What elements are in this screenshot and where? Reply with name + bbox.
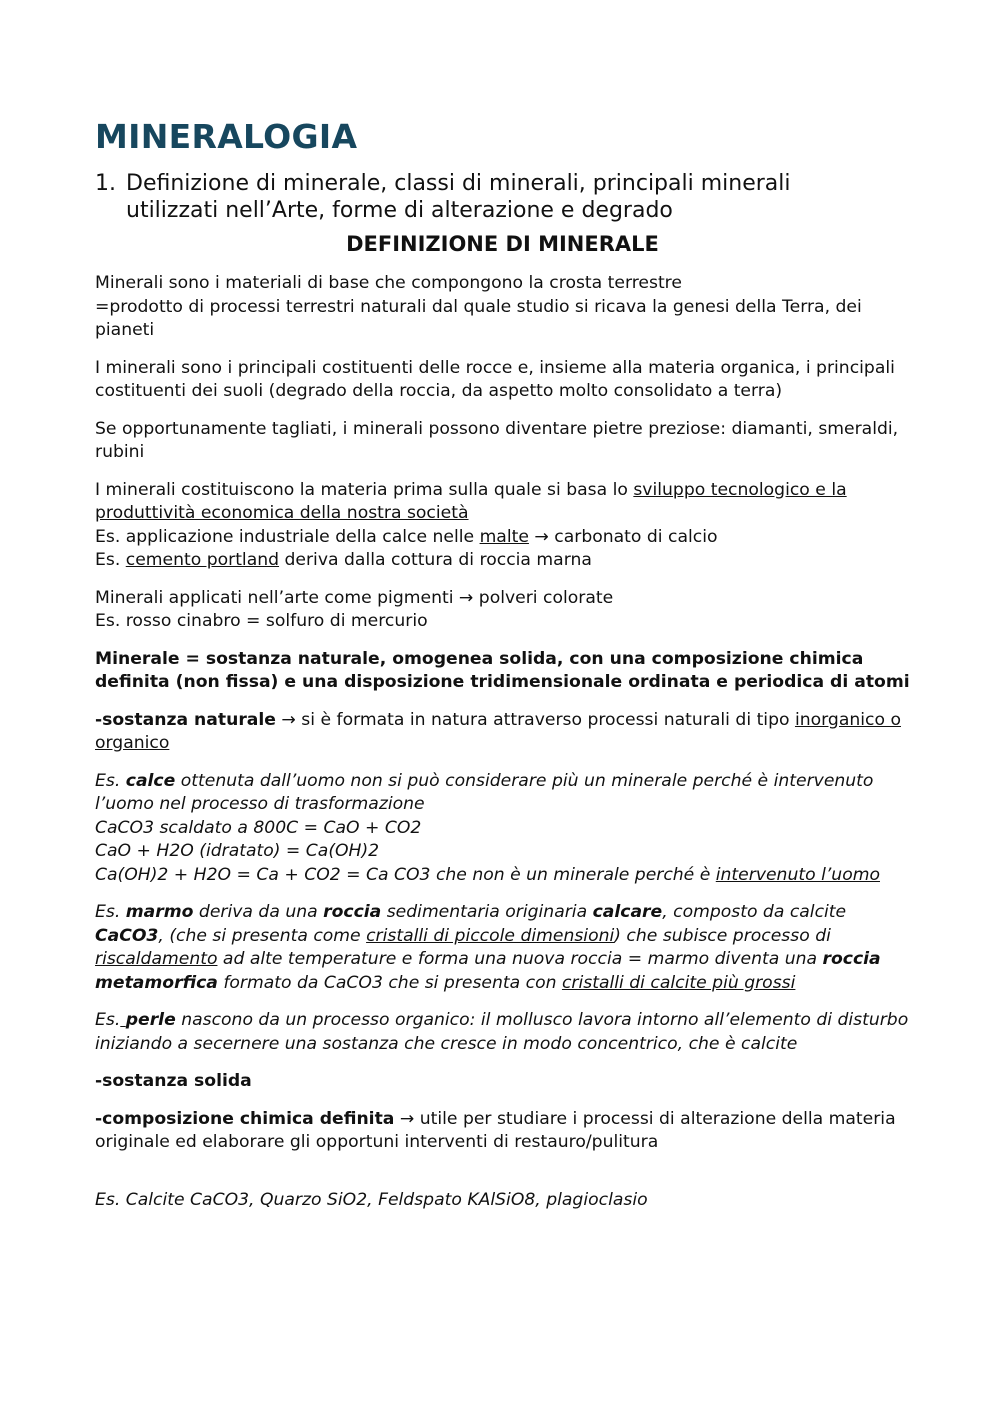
paragraph-pearls-example: Es. perle nascono da un processo organico: il mollusco lavora intorno all’elemento di disturbo iniziando a secernere una sostanza che cresce in modo concentrico, che è calcite (95, 1010, 909, 1054)
paragraph-lime-example: Es. calce ottenuta dall’uomo non si può considerare più un minerale perché è intervenuto l’uomo nel processo di trasformazione CaCO3 scaldato a 800C = CaO + CO2 CaO + H2O (idratato) = Ca(OH)2 Ca(OH)2 + H2O = Ca + CO2 = Ca CO3 che non è un minerale perché è intervenuto l’uomo (95, 770, 880, 885)
paragraph-technology: I minerali costituiscono la materia prima sulla quale si basa lo sviluppo tecnologico e la produttività economica della nostra società Es. applicazione industriale della calce nelle malte → carbonato di calcio Es. cemento portland deriva dalla cottura di roccia marna (95, 479, 847, 570)
numbered-heading (95, 170, 910, 224)
list-number: 1. (95, 171, 116, 196)
paragraph-mineral-examples: Es. Calcite CaCO3, Quarzo SiO2, Feldspato KAlSiO8, plagioclasio (95, 1189, 648, 1210)
paragraph-solid-substance: -sostanza solida (95, 1071, 252, 1091)
paragraph-rocks: I minerali sono i principali costituenti delle rocce e, insieme alla materia organica, i principali costituenti dei suoli (degrado della roccia, da aspetto molto consolidato a terra) (95, 357, 895, 401)
paragraph-chemical-composition: -composizione chimica definita → utile per studiare i processi di alterazione della materia originale ed elaborare gli opportuni interventi di restauro/pulitura (95, 1108, 896, 1152)
paragraph-natural-substance: -sostanza naturale → si è formata in natura attraverso processi naturali di tipo inorganico o organico (95, 709, 901, 753)
numbered-heading-text: Definizione di minerale, classi di minerali, principali minerali utilizzati nell’Arte, forme di alterazione e degrado (126, 171, 791, 223)
document-content (95, 116, 910, 1212)
page-title: MINERALOGIA (95, 117, 358, 156)
paragraph-marble-example: Es. marmo deriva da una roccia sedimentaria originaria calcare, composto da calcite CaCO3, (che si presenta come cristalli di piccole dimensioni) che subisce processo di riscaldamento ad alte temperature e forma una nuova roccia = marmo diventa una roccia metamorfica formato da CaCO3 che si presenta con cristalli di calcite più grossi (95, 902, 881, 993)
paragraph-intro: Minerali sono i materiali di base che compongono la crosta terrestre =prodotto di processi terrestri naturali dal quale studio si ricava la genesi della Terra, dei pianeti (95, 273, 862, 340)
section-title: DEFINIZIONE DI MINERALE (346, 232, 659, 256)
paragraph-pigments: Minerali applicati nell’arte come pigmenti → polveri colorate Es. rosso cinabro = solfuro di mercurio (95, 587, 614, 631)
paragraph-gems: Se opportunamente tagliati, i minerali possono diventare pietre preziose: diamanti, smeraldi, rubini (95, 418, 899, 462)
mineral-definition: Minerale = sostanza naturale, omogenea solida, con una composizione chimica definita (non fissa) e una disposizione tridimensionale ordinata e periodica di atomi (95, 648, 910, 692)
